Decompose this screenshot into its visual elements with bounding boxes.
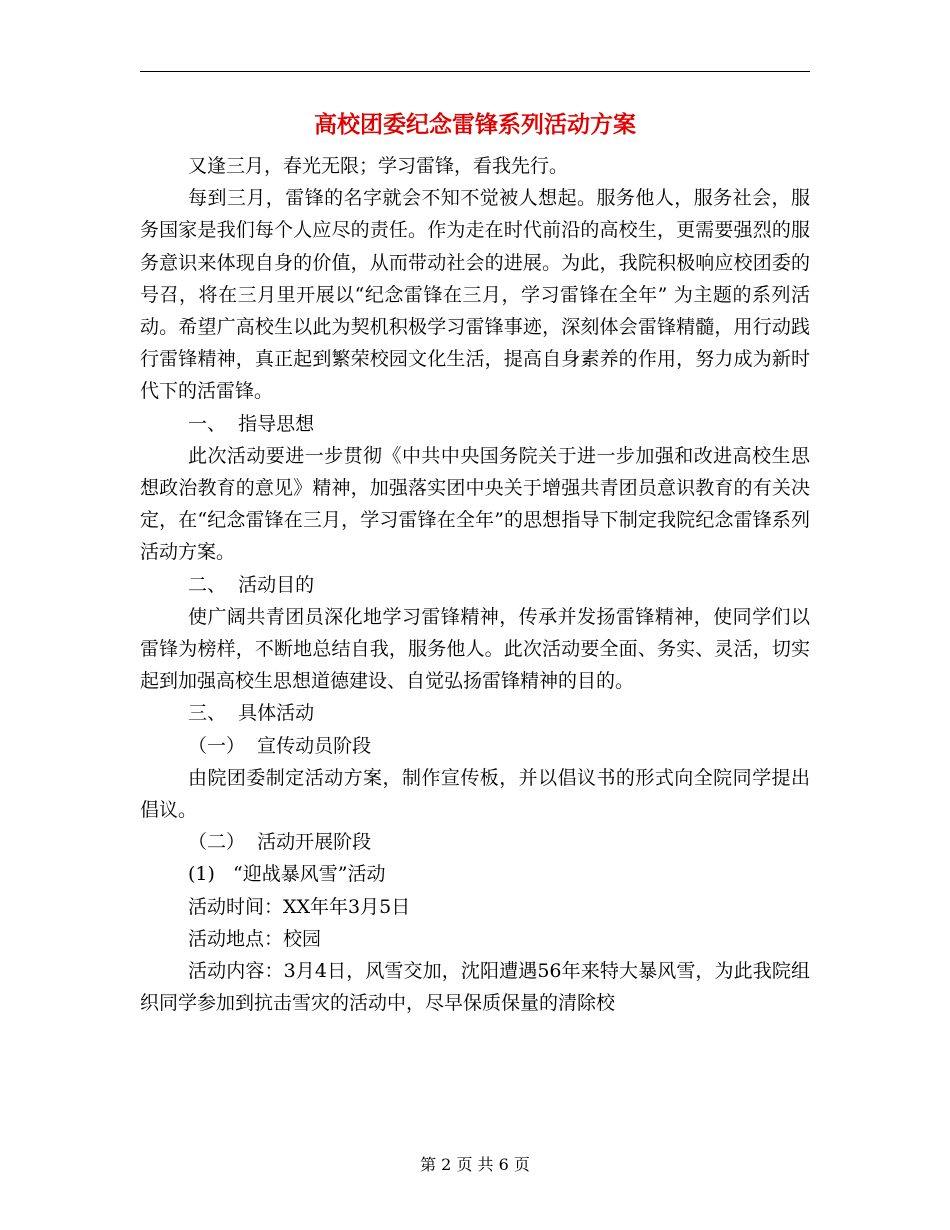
paragraph-purpose: 使广阔共青团员深化地学习雷锋精神，传承并发扬雷锋精神，使同学们以雷锋为榜样，不断地总结自我，服务他人。此次活动要全面、务实、灵活，切实起到加强高校生思想道德建设、自觉弘扬雷锋精神的目的。 xyxy=(140,605,810,693)
page-number: 第 2 页 共 6 页 xyxy=(420,1155,530,1174)
document-body xyxy=(140,150,810,1019)
activity-time: 活动时间：XX年年3月5日 xyxy=(188,895,411,918)
paragraph-publicity: 由院团委制定活动方案，制作宣传板，并以倡议书的形式向全院同学提出倡议。 xyxy=(140,766,810,822)
activity-location: 活动地点：校园 xyxy=(188,927,322,950)
document-title: 高校团委纪念雷锋系列活动方案 xyxy=(314,111,636,138)
activity-heading-snowstorm: (1) “迎战暴风雪”活动 xyxy=(188,863,386,886)
section-heading-activities: 三、 具体活动 xyxy=(188,702,315,725)
header-rule xyxy=(140,71,810,72)
activity-content: 活动内容：3月4日，风雪交加，沈阳遭遇56年来特大暴风雪，为此我院组织同学参加到抗击雪灾的活动中，尽早保质保量的清除校 xyxy=(140,960,810,1015)
paragraph-intro: 又逢三月，春光无限；学习雷锋，看我先行。 xyxy=(188,155,569,177)
section-heading-purpose: 二、 活动目的 xyxy=(188,573,315,596)
section-heading-guiding-thought: 一、 指导思想 xyxy=(188,412,315,435)
paragraph-background: 每到三月，雷锋的名字就会不知不觉被人想起。服务他人，服务社会，服务国家是我们每个人应尽的责任。作为走在时代前沿的高校生，更需要强烈的服务意识来体现自身的价值，从而带动社会的进展。为此，我院积极响应校团委的号召，将在三月里开展以“纪念雷锋在三月，学习雷锋在全年” 为主题的系列活动。希望广高校生以此为契机积极学习雷锋事迹，深刻体会雷锋精髓，用行动践行雷锋精神，真正起到繁荣校园文化生活，提高自身素养的作用，努力成为新时代下的活雷锋。 xyxy=(140,187,810,403)
paragraph-guiding-thought: 此次活动要进一步贯彻《中共中央国务院关于进一步加强和改进高校生思想政治教育的意见》精神，加强落实团中央关于增强共青团员意识教育的有关决定，在“纪念雷锋在三月，学习雷锋在全年”的思想指导下制定我院纪念雷锋系列活动方案。 xyxy=(140,444,810,564)
subsection-heading-implementation: （二） 活动开展阶段 xyxy=(188,831,372,854)
subsection-heading-publicity: （一） 宣传动员阶段 xyxy=(188,734,372,757)
